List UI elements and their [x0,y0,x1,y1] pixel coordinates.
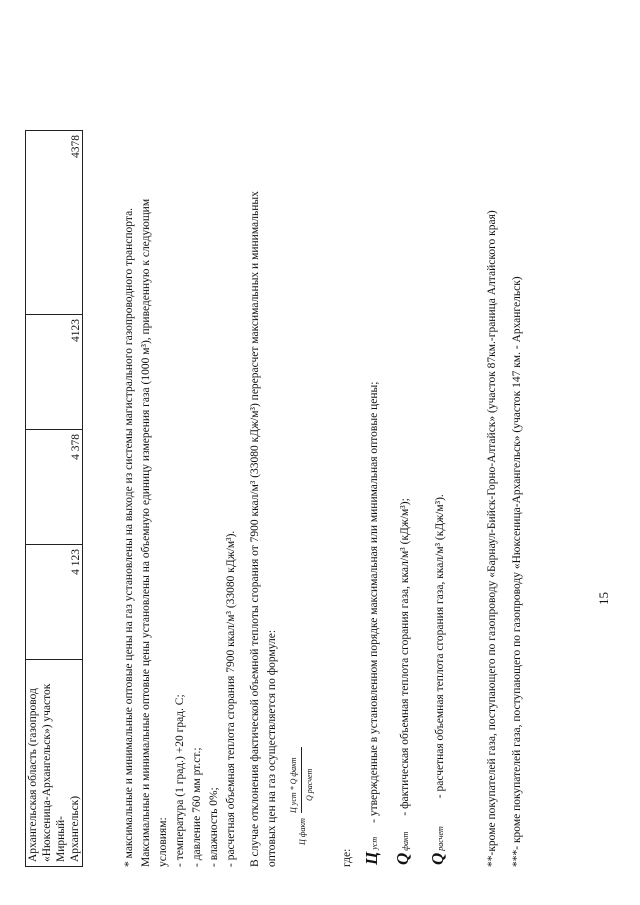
price-table-fragment [25,130,83,867]
q-fact-definition: - фактическая объемная теплота сгорания газа, ккал/м³ (кДж/м³); [399,498,411,816]
formula-numerator: Ц уст * Q факт [289,757,298,813]
q-fact-symbol: Q [393,852,412,865]
deviation-text-2: оптовых цен на газ осуществляется по формуле: [266,629,278,867]
condition-heat: - расчетная объемная теплота сгорания 7900 ккал/м³ (33080 кДж/м³). [225,530,237,867]
conditions-intro-cont: условиям: [157,817,169,867]
page-number: 15 [596,592,611,605]
definition-q-fact [393,498,413,865]
q-calc-symbol: Q [428,852,447,865]
region-line-3: Архангельск) [69,795,81,862]
deviation-text-1: В случае отклонения фактической объемной теплоты сгорания от 7900 ккал/м³ (33080 кДж/м³) перерасчет максимальных и минимальных [249,191,261,867]
region-line-2: «Нюксеница-Архангельск») участок Мирный- [41,683,67,862]
condition-humidity: - влажность 0%; [208,787,220,867]
table-row [26,131,83,867]
formula-lhs: Ц факт [298,818,307,845]
star-note: * максимальные и минимальные оптовые цены на газ установлены на выходе из системы магистрального газопроводного транспорта. [123,207,135,867]
condition-temperature: - температура (1 град.) +20 град. С; [174,694,186,867]
q-fact-subscript: факт [401,831,410,851]
definition-q-calc [428,494,448,865]
value-cell-3: 4123 [26,315,83,430]
definition-c [362,382,382,865]
where-label: где: [341,848,353,867]
region-cell [26,660,83,867]
q-calc-subscript: расчет [436,826,445,851]
value-cell-4: 4378 [26,131,83,315]
value-cell-1: 4 123 [26,545,83,660]
conditions-intro: Максимальные и минимальные оптовые цены установлены на объемную единицу измерения газа (1000 м³), приведенную к следующим [140,198,152,867]
q-calc-definition: - расчетная объемная теплота сгорания газа, ккал/м³ (кДж/м³). [434,494,446,799]
footnote-double-star: **-кроме покупателей газа, поступающего по газопроводу «Барнаул-Бийск-Горно-Алтайск» (участок 87км.-граница Алтайского края) [486,210,498,867]
c-symbol: Ц [362,851,381,865]
formula-fraction-bar [301,747,302,813]
value-cell-2: 4 378 [26,430,83,545]
region-line-1: Архангельская область (газопровод [27,688,39,862]
condition-pressure: - давление 760 мм рт.ст.; [191,747,203,867]
c-subscript: уст [370,836,379,850]
c-definition: - утвержденные в установленном порядке максимальная или минимальная оптовые цены; [368,381,380,823]
formula-denominator: Q расчет [305,768,314,801]
footnote-triple-star: ***- кроме покупателей газа, поступающего по газопроводу «Нюксеница-Архангельск» (участок 147 км. - Архангельск) [511,276,523,867]
